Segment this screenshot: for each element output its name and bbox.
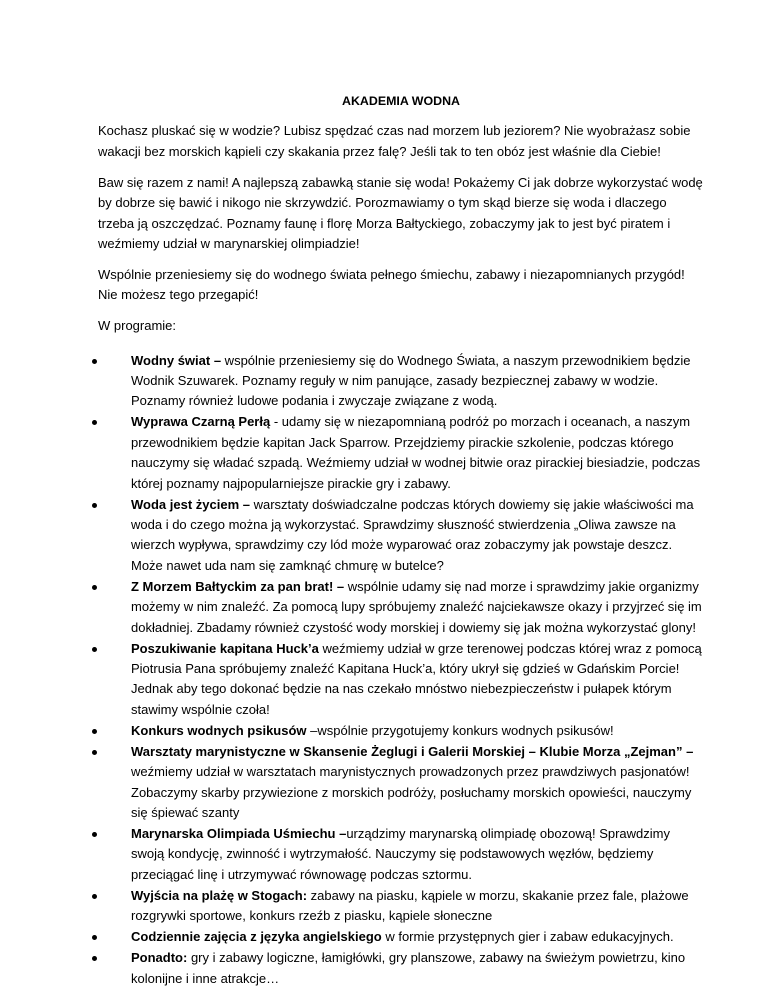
program-item-text: weźmiemy udział w warsztatach marynistycznych prowadzonych przez prawdziwych pasjonatów! Zobaczymy skarby przywiezione z morskich podróży, posłuchamy morskich opowieści, nauczymy się śpiewać szanty <box>131 764 692 821</box>
document-page <box>98 91 704 990</box>
closing-paragraph: Wspólnie przeniesiemy się do wodnego świata pełnego śmiechu, zabawy i niezapomnianych przygód! Nie możesz tego przegapić! <box>98 266 685 303</box>
program-item-lead: Wyjścia na plażę w Stogach: <box>131 887 308 903</box>
bullet-icon <box>92 832 97 837</box>
program-item-morze-baltyckie <box>98 577 704 638</box>
program-item-olimpiada-usmiechu <box>98 824 704 885</box>
bullet-icon <box>92 894 97 899</box>
bullet-icon <box>92 647 97 652</box>
program-item-text: w formie przystępnych gier i zabaw edukacyjnych. <box>381 929 674 945</box>
invitation-paragraph: Baw się razem z nami! A najlepszą zabawką stanie się woda! Pokażemy Ci jak dobrze wykorzystać wodę by dobrze się bawić i nikogo nie skrzywdzić. Porozmawiamy o tym skąd bierze się woda i dlaczego trzeba ją oszczędzać. Poznamy faunę i florę Morza Bałtyckiego, zobaczymy jak to jest być piratem i weźmiemy udział w marynarskiej olimpiadzie! <box>98 174 703 251</box>
program-item-lead: Z Morzem Bałtyckim za pan brat! – <box>131 578 345 594</box>
program-item-text: urządzimy marynarską olimpiadę obozową! Sprawdzimy swoją kondycję, zwinność i wytrzymałość. Nauczymy się podstawowych węzłów, będziemy przeciągać linę i utrzymywać równowagę podczas sztormu. <box>131 826 670 882</box>
document-title: AKADEMIA WODNA <box>342 94 460 108</box>
program-item-lead: Codziennie zajęcia z języka angielskiego <box>131 929 382 945</box>
bullet-icon <box>92 729 97 734</box>
program-item-kapitan-huck <box>98 639 704 721</box>
intro-paragraph: Kochasz pluskać się w wodzie? Lubisz spędzać czas nad morzem lub jeziorem? Nie wyobrażasz sobie wakacji bez morskich kąpieli czy skakania przez falę? Jeśli tak to ten obóz jest właśnie dla Ciebie! <box>98 123 691 159</box>
program-item-text: zabawy na piasku, kąpiele w morzu, skakanie przez fale, plażowe rozgrywki sportowe, konkurs rzeźb z piasku, kąpiele słoneczne <box>131 887 689 924</box>
program-item-text: –wspólnie przygotujemy konkurs wodnych psikusów! <box>306 722 614 738</box>
program-item-text: wspólnie przeniesiemy się do Wodnego Świata, a naszym przewodnikiem będzie Wodnik Szuwarek. Poznamy reguły w nim panujące, zasady bezpiecznej zabawy w wodzie. Poznamy również ludowe podania i zwyczaje związane z wodą. <box>131 352 691 409</box>
program-item-lead: Warsztaty marynistyczne w Skansenie Żeglugi i Galerii Morskiej – Klubie Morza „Zejman” – <box>131 743 694 759</box>
program-item-lead: Woda jest życiem – <box>131 496 250 512</box>
program-label: W programie: <box>98 318 177 334</box>
program-item-konkurs-psikusow <box>98 721 704 741</box>
program-item-lead: Marynarska Olimpiada Uśmiechu – <box>131 826 347 842</box>
program-item-plaza-stogi <box>98 886 704 927</box>
bullet-icon <box>92 935 97 940</box>
program-list <box>98 351 704 990</box>
program-item-wodny-swiat <box>98 351 704 412</box>
bullet-icon <box>92 585 97 590</box>
program-item-text: - udamy się w niezapomnianą podróż po morzach i oceanach, a naszym przewodnikiem będzie kapitan Jack Sparrow. Przejdziemy pirackie szkolenie, podczas którego nauczymy się władać szpadą. Weźmiemy udział w wodnej bitwie oraz pirackiej biesiadzie, podczas której poznamy najpopularniejsze pirackie gry i zabawy. <box>131 414 701 491</box>
program-item-ponadto <box>98 948 704 989</box>
program-item-lead: Wyprawa Czarną Perłą <box>131 414 271 430</box>
bullet-icon <box>92 359 97 364</box>
program-item-wyprawa-czarna-perla <box>98 412 704 494</box>
bullet-icon <box>92 420 97 425</box>
program-item-lead: Wodny świat – <box>131 352 222 368</box>
program-item-text: gry i zabawy logiczne, łamigłówki, gry planszowe, zabawy na świeżym powietrzu, kino kolonijne i inne atrakcje… <box>131 950 686 986</box>
bullet-icon <box>92 503 97 508</box>
bullet-icon <box>92 956 97 961</box>
program-item-lead: Konkurs wodnych psikusów <box>131 722 307 738</box>
program-item-woda-jest-zyciem <box>98 495 704 577</box>
program-item-warsztaty-marynistyczne <box>98 742 704 824</box>
program-item-lead: Ponadto: <box>131 950 188 966</box>
program-item-text: warsztaty doświadczalne podczas których dowiemy się jakie właściwości ma woda i do czego można ją wykorzystać. Sprawdzimy słuszność stwierdzenia „Oliwa zawsze na wierzch wypływa, sprawdzimy czy lód może wyparować oraz zobaczymy jak powstaje deszcz. Może nawet uda nam się zamknąć chmurę w butelce? <box>131 496 694 573</box>
program-item-text: weźmiemy udział w grze terenowej podczas której wraz z pomocą Piotrusia Pana spróbujemy znaleźć Kapitana Huck’a, który ukrył się gdzieś w Gdańskim Porcie! Jednak aby tego dokonać będzie na nas czekało mnóstwo niebezpieczeństw i pułapek którym stawimy wspólnie czoła! <box>131 640 702 717</box>
bullet-icon <box>92 750 97 755</box>
program-item-jezyk-angielski <box>98 927 704 947</box>
program-item-lead: Poszukiwanie kapitana Huck’a <box>131 640 319 656</box>
program-item-text: wspólnie udamy się nad morze i sprawdzimy jakie organizmy możemy w nim znaleźć. Za pomocą lupy spróbujemy znaleźć najciekawsze okazy i przyjrzeć się im dokładniej. Zbadamy również czystość wody morskiej i dowiemy się jak można wykorzystać glony! <box>131 578 702 635</box>
